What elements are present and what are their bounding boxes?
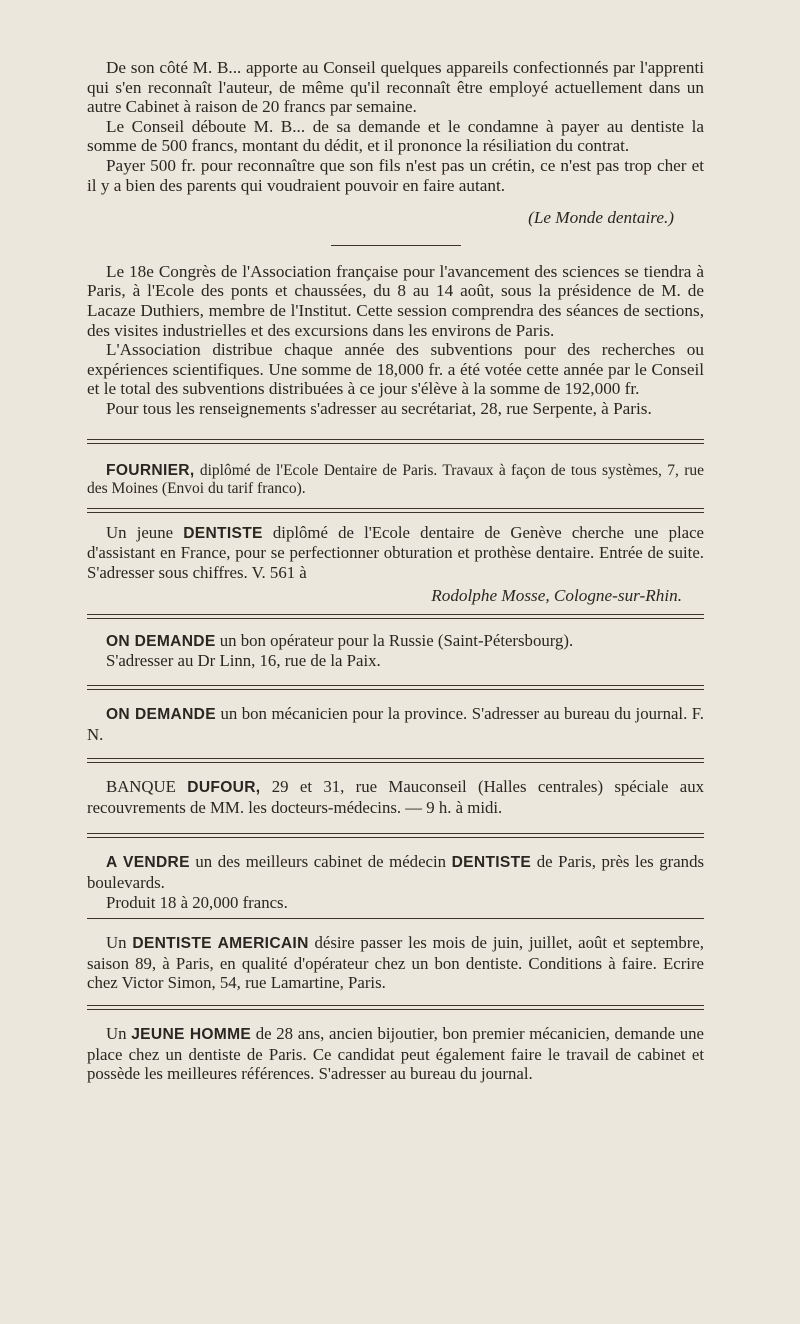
ad-a-vendre-lead2: DENTISTE [451,854,532,872]
congress-paragraph-3: Pour tous les renseignements s'adresser au secrétariat, 28, rue Serpente, à Paris. [106,398,652,418]
ad-divider [87,1005,704,1010]
ad-banque-dufour [87,777,704,817]
ad-jeune-dentiste-lead: DENTISTE [183,524,263,542]
ad-mecanicien-text: un bon mécanicien pour la province. S'adresser au bureau du journal. F. N. [87,704,704,744]
ad-mecanicien [87,704,704,744]
ad-divider [87,833,704,838]
article-section [87,58,704,228]
ad-dentiste-americain [87,933,704,993]
ad-americain-lead: DENTISTE AMERICAIN [132,935,309,953]
ad-jeune-dentiste [87,523,704,606]
ad-americain-text: désire passer les mois de juin, juillet, août et septembre, saison 89, à Paris, en qualité d'opérateur chez un bon dentiste. Conditions à faire. Ecrire chez Victor Simon, 54, rue Lamartine, Paris. [87,933,704,993]
ad-a-vendre-text2: de Paris, près les grands boulevards. [87,852,704,893]
ad-jeune-dentiste-signature: Rodolphe Mosse, Cologne-sur-Rhin. [431,586,682,606]
article-source: (Le Monde dentaire.) [528,208,674,228]
ad-divider [87,758,704,763]
article-paragraph-2: Le Conseil déboute M. B... de sa demande et le condamne à payer au dentiste la somme de 500 francs, montant du dédit, et il prononce la résiliation du contrat. [87,116,704,156]
congress-paragraph-1: Le 18e Congrès de l'Association française pour l'avancement des sciences se tiendra à Paris, à l'Ecole des ponts et chaussées, du 8 au 14 août, sous la présidence de M. de Lacaze Duthiers, membre de l'Institut. Cette session comprendra des séances de sections, des visites industrielles et des excursions dans les environs de Paris. [87,261,704,340]
ad-divider [87,918,704,919]
ad-banque-lead: DUFOUR, [187,779,261,797]
ad-divider [87,614,704,619]
ad-divider [87,685,704,690]
ad-a-vendre [87,852,704,912]
ad-fournier-text: diplômé de l'Ecole Dentaire de Paris. Travaux à façon de tous systèmes, 7, rue des Moines (Envoi du tarif franco). [87,461,704,497]
ad-jeune-dentiste-pre: Un jeune [106,522,184,542]
ad-operateur-russie [87,631,704,671]
ad-americain-pre: Un [106,933,133,953]
ad-jeune-homme-text: de 28 ans, ancien bijoutier, bon premier mécanicien, demande une place chez un dentiste de Paris. Ce candidat peut également faire le travail de cabinet et possède les meilleures références. S'adresser au bureau du journal. [87,1024,704,1084]
ad-fournier [87,462,704,498]
article-paragraph-1: De son côté M. B... apporte au Conseil quelques appareils confectionnés par l'apprenti qui s'en reconnaît l'auteur, de même qu'il reconnaît être employé actuellement dans un autre Cabinet à raison de 20 francs par semaine. [87,58,704,117]
ad-operateur-lead: ON DEMANDE [106,632,216,650]
ad-mecanicien-lead: ON DEMANDE [106,706,216,724]
ad-fournier-name: FOURNIER, [106,461,195,479]
ad-banque-text: 29 et 31, rue Mauconseil (Halles centrales) spéciale aux recouvrements de MM. les docteurs-médecins. — 9 h. à midi. [87,777,704,817]
ad-divider [87,508,704,513]
ad-operateur-text: un bon opérateur pour la Russie (Saint-Pétersbourg). [215,630,574,650]
ad-jeune-homme [87,1024,704,1084]
ad-banque-pre: BANQUE [106,777,188,797]
ad-jeune-homme-lead: JEUNE HOMME [131,1026,252,1043]
article-paragraph-3: Payer 500 fr. pour reconnaître que son fils n'est pas un crétin, ce n'est pas trop cher et il y a bien des parents qui voudraient pouvoir en faire autant. [87,155,704,195]
ad-jeune-dentiste-text: diplômé de l'Ecole dentaire de Genève cherche une place d'assistant en France, pour se perfectionner obturation et prothèse dentaire. Entrée de suite. S'adresser sous chiffres. V. 561 à [87,522,704,582]
congress-section [87,262,704,419]
congress-paragraph-2: L'Association distribue chaque année des subventions pour des recherches ou expériences scientifiques. Une somme de 18,000 fr. a été votée cette année par le Conseil et le total des subventions distribuées à ce jour s'élève à la somme de 192,000 fr. [87,340,704,399]
ads-divider [87,439,704,444]
section-divider [331,245,461,246]
ad-a-vendre-product: Produit 18 à 20,000 francs. [106,892,288,912]
ad-a-vendre-lead: A VENDRE [106,854,190,872]
ad-jeune-homme-pre: Un [106,1024,132,1043]
ad-operateur-address: S'adresser au Dr Linn, 16, rue de la Paix. [106,651,381,671]
ad-a-vendre-text: un des meilleurs cabinet de médecin [189,852,452,872]
